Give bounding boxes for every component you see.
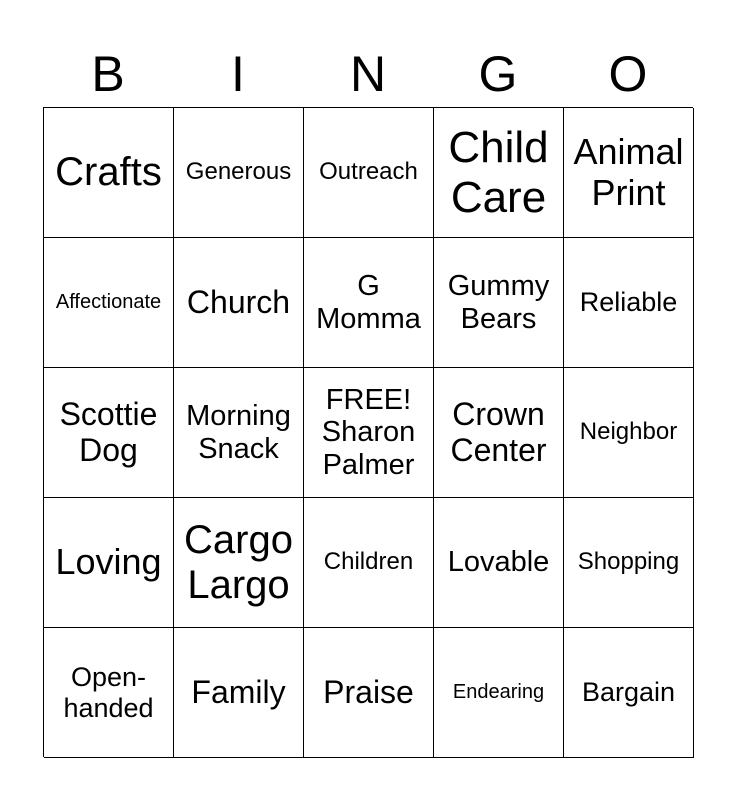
cell-label: Open-handed [63,662,154,723]
bingo-cell-gummy-bears[interactable] [434,238,564,368]
cell-label: Endearing [452,681,545,704]
bingo-cell-endearing[interactable] [434,628,564,758]
bingo-cell-children[interactable] [304,498,434,628]
bingo-cell-crown-center[interactable] [434,368,564,498]
cell-label: Child Care [448,123,549,222]
bingo-cell-praise[interactable] [304,628,434,758]
cell-label: Crown Center [450,395,547,468]
cell-label: Scottie Dog [59,395,158,468]
bingo-cell-morning-snack[interactable] [174,368,304,498]
bingo-cell-neighbor[interactable] [564,368,694,498]
cell-label: Outreach [319,158,418,186]
header-letter-b: B [91,46,125,102]
bingo-cell-g-momma[interactable] [304,238,434,368]
cell-label: Praise [323,673,414,710]
cell-label: Church [186,283,291,320]
cell-label: G Momma [316,270,421,335]
bingo-cell-affectionate[interactable] [44,238,174,368]
bingo-grid [43,107,693,757]
bingo-cell-family[interactable] [174,628,304,758]
cell-label: Cargo Largo [184,517,293,607]
bingo-header [43,40,693,108]
bingo-cell-open-handed[interactable] [44,628,174,758]
cell-label: Reliable [579,287,678,318]
header-letter-o: O [608,46,648,102]
bingo-cell-reliable[interactable] [564,238,694,368]
header-letter-i: I [231,46,245,102]
cell-label: Morning Snack [186,400,291,465]
bingo-cell-lovable[interactable] [434,498,564,628]
bingo-cell-animal-print[interactable] [564,108,694,238]
cell-label: Generous [185,158,292,186]
header-letter-n: N [349,46,387,102]
bingo-cell-generous[interactable] [174,108,304,238]
bingo-cell-child-care[interactable] [434,108,564,238]
bingo-cell-scottie-dog[interactable] [44,368,174,498]
cell-label: Gummy Bears [447,270,550,335]
cell-label: Loving [55,541,162,583]
cell-label: FREE! Sharon Palmer [321,383,416,481]
header-letter-g: G [478,46,518,102]
cell-label: Shopping [577,548,680,576]
bingo-cell-church[interactable] [174,238,304,368]
bingo-cell-loving[interactable] [44,498,174,628]
cell-label: Crafts [55,150,162,195]
bingo-cell-crafts[interactable] [44,108,174,238]
bingo-cell-bargain[interactable] [564,628,694,758]
cell-label: Family [191,673,286,710]
cell-label: Animal Print [573,131,684,213]
bingo-cell-cargo-largo[interactable] [174,498,304,628]
bingo-cell-shopping[interactable] [564,498,694,628]
cell-label: Affectionate [55,291,162,314]
bingo-cell-outreach[interactable] [304,108,434,238]
cell-label: Children [323,548,414,576]
bingo-cell-free-space[interactable] [304,368,434,498]
cell-label: Lovable [447,546,550,579]
cell-label: Bargain [581,677,676,708]
cell-label: Neighbor [579,418,678,446]
